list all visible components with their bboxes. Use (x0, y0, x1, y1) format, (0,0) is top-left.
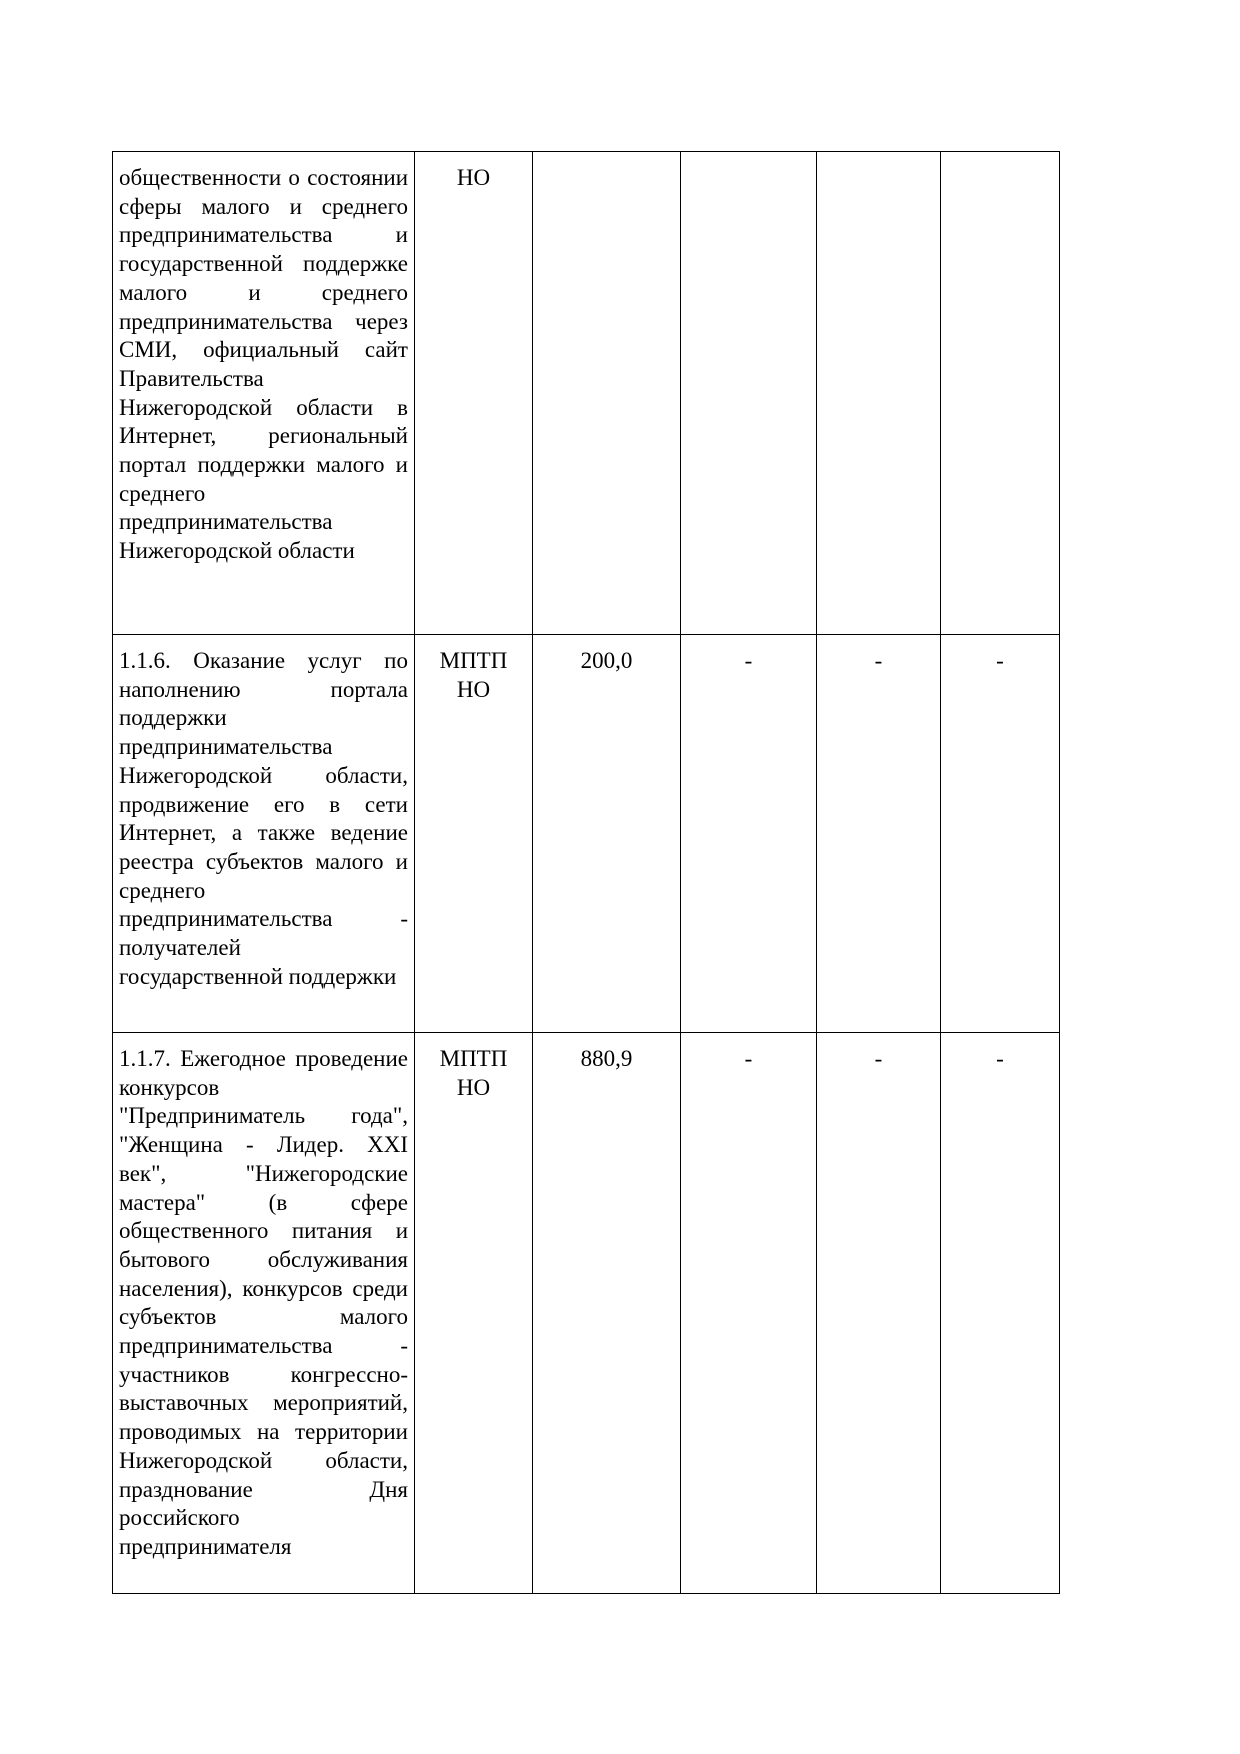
funding-cell-4 (941, 152, 1060, 635)
executor-cell: МПТП НО (415, 635, 533, 1033)
executor-cell: МПТП НО (415, 1033, 533, 1594)
funding-cell-2: - (681, 635, 817, 1033)
funding-cell-1 (533, 152, 681, 635)
funding-cell-2: - (681, 1033, 817, 1594)
table-row (113, 1033, 1060, 1594)
funding-cell-2 (681, 152, 817, 635)
measure-description: 1.1.7. Ежегодное проведение конкурсов "Предприниматель года", "Женщина - Лидер. XXI век", "Нижегородские мастера" (в сфере общественного питания и бытового обслуживания населения), конкурсов среди субъектов малого предпринимательства - участников конгрессно-выставочных мероприятий, проводимых на территории Нижегородской области, празднование Дня российского предпринимателя (113, 1033, 415, 1594)
measure-description: общественности о состоянии сферы малого и среднего предпринимательства и государственной поддержке малого и среднего предпринимательства через СМИ, официальный сайт Правительства Нижегородской области в Интернет, региональный портал поддержки малого и среднего предпринимательства Нижегородской области (113, 152, 415, 635)
funding-cell-3 (817, 152, 941, 635)
program-measures-table (112, 151, 1060, 1594)
table-row (113, 635, 1060, 1033)
funding-cell-3: - (817, 1033, 941, 1594)
executor-cell: НО (415, 152, 533, 635)
table-row (113, 152, 1060, 635)
funding-cell-1: 200,0 (533, 635, 681, 1033)
measure-description: 1.1.6. Оказание услуг по наполнению портала поддержки предпринимательства Нижегородской области, продвижение его в сети Интернет, а также ведение реестра субъектов малого и среднего предпринимательства - получателей государственной поддержки (113, 635, 415, 1033)
funding-cell-3: - (817, 635, 941, 1033)
funding-cell-4: - (941, 1033, 1060, 1594)
funding-cell-1: 880,9 (533, 1033, 681, 1594)
funding-cell-4: - (941, 635, 1060, 1033)
